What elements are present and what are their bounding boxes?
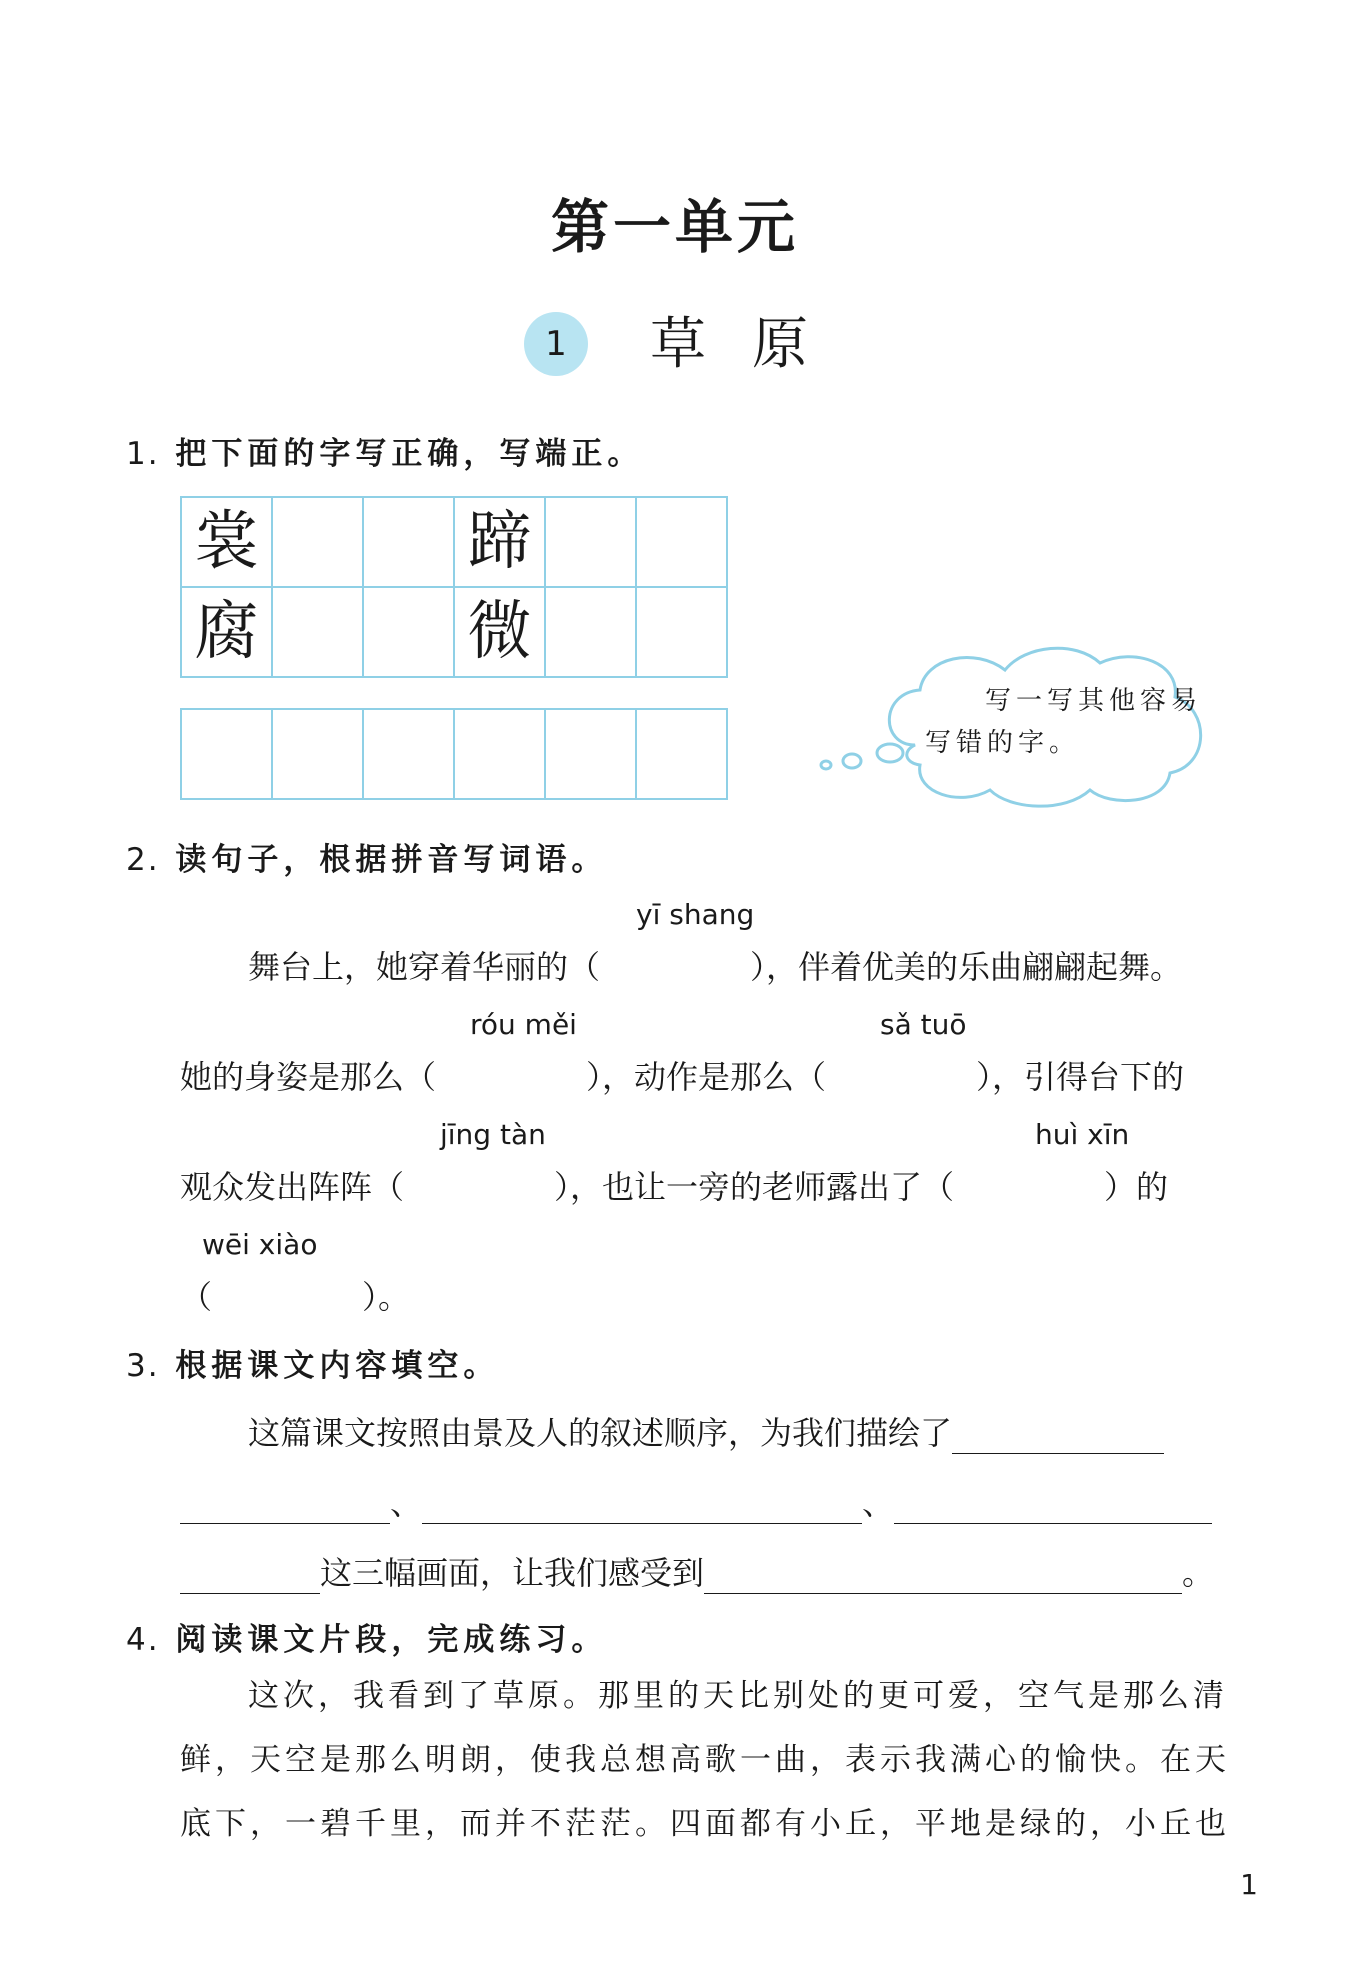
practice-grid — [180, 708, 728, 800]
grid-row — [182, 498, 726, 588]
pinyin-hint: jīng tàn — [440, 1118, 546, 1151]
passage-line: 底下，一碧千里，而并不茫茫。四面都有小丘，平地是绿的，小丘也 — [180, 1806, 1230, 1842]
fill-text: 、 — [862, 1484, 895, 1522]
unit-title: 第一单元 — [550, 193, 799, 261]
fill-line-1 — [248, 1408, 1164, 1454]
answer-blank[interactable] — [952, 1423, 1164, 1454]
question-1-title — [126, 428, 643, 473]
answer-blank[interactable] — [180, 1563, 320, 1594]
sentence-text: ）。 — [362, 1278, 411, 1316]
bubble-text-line1: 写一写其他容易 — [985, 686, 1203, 716]
sentence-text: ），伴着优美的乐曲翩翩起舞。 — [750, 948, 1183, 986]
fill-text: 。 — [1182, 1554, 1215, 1592]
pinyin-hint: róu měi — [470, 1008, 577, 1041]
fill-text: 这三幅画面，让我们感受到 — [320, 1554, 705, 1592]
sentence-text: 她的身姿是那么（ — [180, 1058, 437, 1096]
sentence-text: ），动作是那么（ — [586, 1058, 827, 1096]
bubble-text-line2: 写错的字。 — [925, 728, 1081, 758]
question-2-title — [126, 834, 607, 879]
pinyin-hint: sǎ tuō — [880, 1008, 967, 1041]
grid-cell-empty[interactable] — [546, 498, 637, 588]
grid-cell-empty[interactable] — [455, 710, 546, 798]
pinyin-hint: yī shang — [636, 898, 755, 931]
grid-cell-empty[interactable] — [364, 710, 455, 798]
answer-blank[interactable] — [894, 1493, 1212, 1524]
reading-passage — [180, 1664, 1230, 1856]
fill-text: 这篇课文按照由景及人的叙述顺序，为我们描绘了 — [248, 1414, 953, 1452]
sentence-line-4 — [180, 1272, 410, 1318]
answer-blank[interactable] — [704, 1563, 1182, 1594]
character-grid — [180, 496, 728, 678]
grid-cell-empty[interactable] — [364, 588, 455, 676]
sentence-text: 舞台上，她穿着华丽的（ — [248, 948, 601, 986]
question-text: 根据课文内容填空。 — [175, 1348, 500, 1384]
fill-line-2 — [180, 1478, 1212, 1524]
lesson-header — [520, 300, 940, 380]
sentence-text: ），引得台下的 — [976, 1058, 1185, 1096]
grid-cell-empty[interactable] — [273, 588, 364, 676]
pinyin-hint: huì xīn — [1035, 1118, 1130, 1151]
grid-cell-empty[interactable] — [546, 588, 637, 676]
question-3-title — [126, 1340, 499, 1385]
question-number: 1. — [126, 436, 160, 472]
question-number: 2. — [126, 842, 160, 878]
question-text: 阅读课文片段，完成练习。 — [175, 1622, 608, 1658]
grid-cell-empty[interactable] — [364, 498, 455, 588]
grid-cell-empty[interactable] — [273, 498, 364, 588]
sentence-line-1 — [248, 942, 1182, 988]
grid-cell-empty[interactable] — [637, 498, 726, 588]
question-text: 读句子，根据拼音写词语。 — [175, 842, 608, 878]
sentence-text: 观众发出阵阵（ — [180, 1168, 405, 1206]
grid-cell-empty[interactable] — [637, 710, 726, 798]
grid-cell-char: 裳 — [182, 498, 273, 588]
grid-row — [182, 588, 726, 676]
question-number: 4. — [126, 1622, 160, 1658]
passage-line: 鲜，天空是那么明朗，使我总想高歌一曲，表示我满心的愉快。在天 — [180, 1742, 1230, 1778]
grid-row — [182, 710, 726, 798]
pinyin-hint: wēi xiào — [202, 1228, 318, 1261]
page-number: 1 — [1240, 1868, 1258, 1901]
lesson-number: 1 — [524, 312, 588, 376]
grid-cell-empty[interactable] — [546, 710, 637, 798]
sentence-text: ）的 — [1104, 1168, 1169, 1206]
sentence-line-3 — [180, 1162, 1168, 1208]
fill-text: 、 — [390, 1484, 423, 1522]
sentence-text: （ — [180, 1278, 213, 1316]
question-number: 3. — [126, 1348, 160, 1384]
fill-line-3 — [180, 1548, 1214, 1594]
grid-cell-empty[interactable] — [273, 710, 364, 798]
answer-blank[interactable] — [180, 1493, 390, 1524]
question-text: 把下面的字写正确，写端正。 — [175, 436, 644, 472]
grid-cell-empty[interactable] — [637, 588, 726, 676]
grid-cell-char: 微 — [455, 588, 546, 676]
passage-line: 这次，我看到了草原。那里的天比别处的更可爱，空气是那么清 — [248, 1678, 1228, 1714]
answer-blank[interactable] — [422, 1493, 862, 1524]
sentence-text: ），也让一旁的老师露出了（ — [554, 1168, 955, 1206]
question-4-title — [126, 1614, 607, 1659]
grid-cell-empty[interactable] — [182, 710, 273, 798]
lesson-title: 草原 — [650, 312, 854, 377]
grid-cell-char: 腐 — [182, 588, 273, 676]
grid-cell-char: 蹄 — [455, 498, 546, 588]
sentence-line-2 — [180, 1052, 1184, 1098]
